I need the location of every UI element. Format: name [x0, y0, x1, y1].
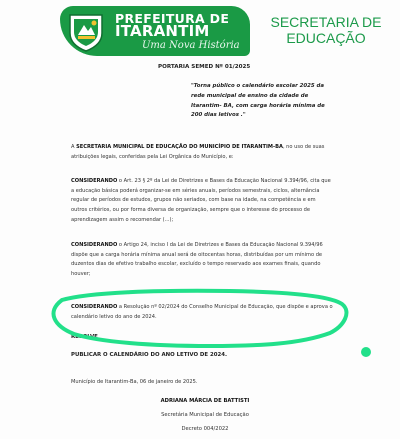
- intro-prefix: A: [71, 144, 77, 150]
- considerando-text: o Artigo 24, inciso I da Lei de Diretrizes e Bases da Educação Nacional 9.394/96 dispõe que a carga horária mínima anual será de oitocentas horas, distribuídas por um mínimo de duzentos dias de efetivo trabalho escolar, excluído o tempo reservado aos exames finais, quando houver;: [71, 242, 323, 278]
- ementa: "Torna público o calendário escolar 2025 da rede municipal de ensino da cidade de Itarantim- BA, com carga horária mínima de 200 dias letivos .": [191, 83, 325, 119]
- considerando-label: CONSIDERANDO: [71, 304, 118, 310]
- city-crest-icon: [64, 9, 108, 53]
- prefeitura-label: PREFEITURA DE: [115, 11, 230, 26]
- considerando-label: CONSIDERANDO: [71, 242, 118, 248]
- considerando-paragraph-1: [71, 177, 333, 226]
- signatory-name: ADRIANA MÁRCIA DE BATTISTI: [160, 398, 250, 404]
- resolve-heading: RESOLVE: [71, 334, 98, 340]
- portaria-number: PORTARIA SEMED Nº 01/2025: [158, 64, 251, 70]
- secretaria-title: [258, 14, 394, 46]
- publicar-statement: PUBLICAR O CALENDÁRIO DO ANO LETIVO DE 2024.: [71, 352, 228, 358]
- considerando-label: CONSIDERANDO: [71, 178, 118, 184]
- decree-number: Decreto 004/2022: [181, 426, 229, 432]
- considerando-paragraph-3: [71, 303, 333, 322]
- city-name: ITARANTIM: [115, 22, 210, 40]
- secretaria-title-line2: EDUCAÇÃO: [286, 30, 366, 46]
- intro-paragraph: [71, 143, 333, 162]
- considerando-paragraph-2: [71, 241, 333, 280]
- intro-rest: , no uso de suas atribuições legais, conferidas pela Lei Orgânica do Município, e:: [71, 144, 325, 160]
- place-date: Município de Itarantim-Ba, 06 de janeiro de 2025.: [71, 379, 198, 385]
- considerando-text: a Resolução nº 02/2024 do Conselho Municipal de Educação, que dispõe e aprova o calendário letivo do ano de 2024.: [71, 304, 333, 320]
- slogan: Uma Nova História: [142, 40, 240, 51]
- signatory-role: Secretária Municipal de Educação: [161, 412, 249, 418]
- secretaria-title-line1: SECRETARIA DE: [270, 14, 382, 30]
- considerando-text: o Art. 23 § 2º da Lei de Diretrizes e Bases da Educação Nacional 9.394/96, cita que a educação básica poderá organizar-se em séries anuais, períodos semestrais, ciclos, alternância regular de períodos de estudos, grupos não seriados, com base na idade, na competência e em outros critérios, ou por forma diversa de organização, sempre que o interesse do processo de aprendizagem assim o recomendar (...);: [71, 178, 331, 223]
- intro-bold: SECRETARIA MUNICIPAL DE EDUCAÇÃO DO MUNICÍPIO DE ITARANTIM-BA: [76, 144, 283, 150]
